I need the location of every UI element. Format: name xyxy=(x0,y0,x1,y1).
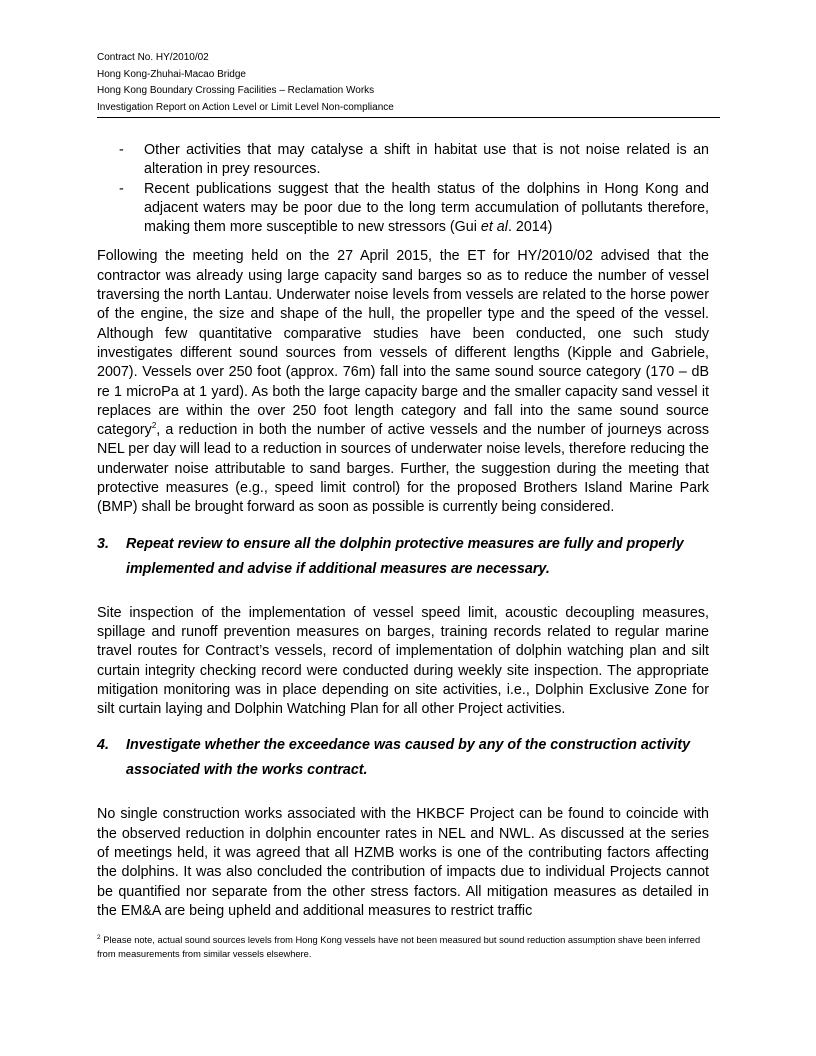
section-number: 4. xyxy=(97,737,109,754)
section-title: Repeat review to ensure all the dolphin protective measures are fully and properly implemented and advise if additional measures are necessary. xyxy=(126,535,684,577)
body-paragraph xyxy=(97,247,709,517)
bullet-dash: - xyxy=(119,180,124,197)
bullet-dash: - xyxy=(119,142,124,158)
project-subtitle: Hong Kong Boundary Crossing Facilities – Reclamation Works xyxy=(97,85,375,96)
list-item xyxy=(97,141,709,180)
section-heading xyxy=(97,532,709,582)
list-item xyxy=(97,180,709,238)
bullet-text xyxy=(144,181,709,236)
citation-italic: et al xyxy=(480,219,508,236)
bullet-text-part: Recent publications suggest that the health status of the dolphins in Hong Kong and adjacent waters may be poor due to the long term accumulation of pollutants therefore, making them more susceptible to new stressors (Gui xyxy=(144,180,709,236)
bullet-text: Other activities that may catalyse a shift in habitat use that is not noise related is an alteration in prey resources. xyxy=(144,142,709,178)
document-body xyxy=(97,141,709,921)
paragraph-text: , a reduction in both the number of active vessels and the number of journeys across NEL per day will lead to a reduction in sources of underwater noise levels, therefore reducing the underwater noise attributable to sand barges. Further, the suggestion during the meeting that protective measures (e.g., speed limit control) for the proposed Brothers Island Marine Park (BMP) shall be brought forward as soon as possible is currently being considered. xyxy=(97,422,709,516)
report-title: Investigation Report on Action Level or Limit Level Non-compliance xyxy=(97,101,394,113)
section-number: 3. xyxy=(97,535,109,552)
body-paragraph: Site inspection of the implementation of vessel speed limit, acoustic decoupling measures, spillage and runoff prevention measures on barges, training records related to regular marine travel routes for Contract’s vessels, record of implementation of dolphin watching plan and silt curtain integrity checking record were conducted during weekly site inspection. The appropriate mitigation monitoring was in place depending on site activities, i.e., Dolphin Exclusive Zone for silt curtain laying and Dolphin Watching Plan for all other Project activities. xyxy=(97,604,709,718)
section-heading xyxy=(97,733,709,783)
bullet-list xyxy=(97,141,709,237)
bullet-text-part: . 2014) xyxy=(507,219,553,236)
footnote xyxy=(97,934,709,962)
page-header xyxy=(97,50,720,118)
footnote-ref: 2 xyxy=(151,421,157,431)
footnote-marker: 2 xyxy=(97,933,101,941)
paragraph-text: Following the meeting held on the 27 April 2015, the ET for HY/2010/02 advised that the contractor was already using large capacity sand barges so as to reduce the number of vessel traversing the north Lantau. Underwater noise levels from vessels are related to the horse power of the engine, the size and shape of the hull, the propeller type and the speed of the vessel. Although few quantitative comparative studies have been conducted, one such study investigates different sound sources from vessels of different lengths (Kipple and Gabriele, 2007). Vessels over 250 foot (approx. 76m) fall into the same sound source category (170 – dB re 1 microPa at 1 yard). As both the large capacity barge and the smaller capacity sand vessel it replaces are within the over 250 foot length category and fall into the same sound source category xyxy=(97,248,709,439)
contract-number: Contract No. HY/2010/02 xyxy=(97,52,209,63)
section-title: Investigate whether the exceedance was caused by any of the construction activity associated with the works contract. xyxy=(126,737,691,779)
body-paragraph: No single construction works associated with the HKBCF Project can be found to coincide with the observed reduction in dolphin encounter rates in NEL and NWL. As discussed at the series of meetings held, it was agreed that all HZMB works is one of the contributing factors affecting the dolphins. It was also concluded the contribution of impacts due to individual Projects cannot be quantified nor separate from the other stress factors. All mitigation measures as detailed in the EM&A are being upheld and additional measures to restrict traffic xyxy=(97,806,709,919)
footnote-text: Please note, actual sound sources levels from Hong Kong vessels have not been measured but sound reduction assumption shave been inferred from measurements from similar vessels elsewhere. xyxy=(97,935,701,959)
project-name: Hong Kong-Zhuhai-Macao Bridge xyxy=(97,68,246,80)
